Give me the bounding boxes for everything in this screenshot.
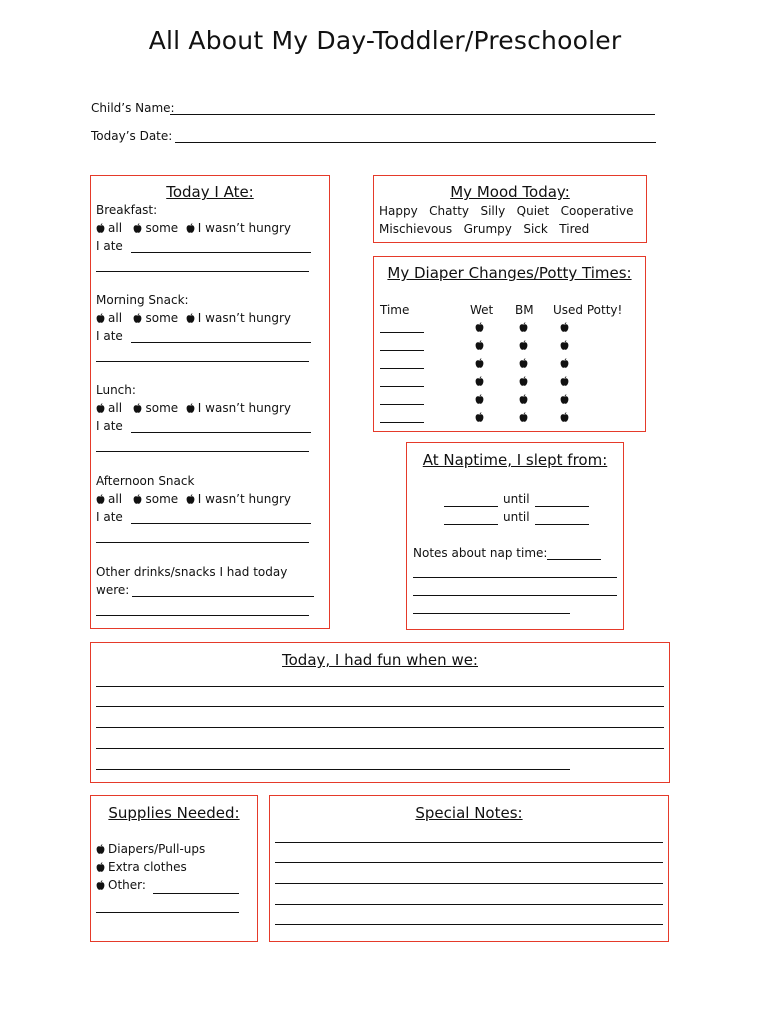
option-all[interactable] xyxy=(96,401,122,415)
supplies-extra-clothes[interactable] xyxy=(96,860,187,874)
apple-icon xyxy=(475,358,484,368)
option-all-label: all xyxy=(108,492,123,506)
nap-end-2[interactable] xyxy=(535,524,589,525)
i-ate-field[interactable] xyxy=(131,432,311,433)
apple-icon xyxy=(475,412,484,422)
page-title: All About My Day-Toddler/Preschooler xyxy=(148,26,622,55)
other-snacks-label: Other drinks/snacks I had today xyxy=(96,565,288,579)
option-all[interactable] xyxy=(96,311,122,325)
diaper-col-bm: BM xyxy=(515,303,534,317)
special-notes-section xyxy=(269,795,669,942)
diaper-time-field[interactable] xyxy=(380,422,424,423)
option-some-label: some xyxy=(145,492,179,506)
option-not-hungry[interactable] xyxy=(186,221,291,235)
mood-cooperative[interactable]: Cooperative xyxy=(560,204,634,218)
special-notes-heading: Special Notes: xyxy=(415,804,523,822)
i-ate-field[interactable] xyxy=(131,342,311,343)
diaper-col-time: Time xyxy=(380,303,410,317)
apple-icon xyxy=(186,403,195,413)
mood-chatty[interactable]: Chatty xyxy=(429,204,470,218)
diaper-bm-check[interactable] xyxy=(519,338,531,352)
apple-icon xyxy=(560,412,569,422)
mood-tired[interactable]: Tired xyxy=(559,222,590,236)
meal-label: Breakfast: xyxy=(96,203,158,217)
diaper-col-potty: Used Potty! xyxy=(553,303,623,317)
option-all-label: all xyxy=(108,311,123,325)
diaper-potty-check[interactable] xyxy=(560,320,572,334)
diaper-time-field[interactable] xyxy=(380,368,424,369)
special-notes-line-4[interactable] xyxy=(275,904,663,905)
mood-happy[interactable]: Happy xyxy=(379,204,418,218)
option-some[interactable] xyxy=(133,492,178,506)
supplies-heading: Supplies Needed: xyxy=(108,804,240,822)
i-ate-field-2[interactable] xyxy=(96,542,309,543)
nap-notes-line-3[interactable] xyxy=(413,613,570,614)
apple-icon xyxy=(560,322,569,332)
meal-options xyxy=(96,221,291,235)
mood-heading: My Mood Today: xyxy=(450,183,570,201)
option-not-hungry[interactable] xyxy=(186,492,291,506)
apple-icon xyxy=(96,403,105,413)
nap-notes-field[interactable] xyxy=(547,559,601,560)
option-all[interactable] xyxy=(96,221,122,235)
i-ate-field-2[interactable] xyxy=(96,361,309,362)
apple-icon xyxy=(519,394,528,404)
fun-heading: Today, I had fun when we: xyxy=(282,651,478,669)
diaper-section xyxy=(373,256,646,432)
apple-icon xyxy=(96,313,105,323)
other-snacks-were-label: were: xyxy=(96,583,130,597)
apple-icon xyxy=(560,394,569,404)
diaper-wet-check[interactable] xyxy=(475,338,487,352)
nap-until-1: until xyxy=(503,492,530,506)
i-ate-field[interactable] xyxy=(131,523,311,524)
meal-options xyxy=(96,492,291,506)
supplies-other-label: Other: xyxy=(108,878,146,892)
apple-icon xyxy=(96,862,105,872)
diaper-wet-check[interactable] xyxy=(475,410,487,424)
i-ate-label: I ate xyxy=(96,510,123,524)
diaper-time-field[interactable] xyxy=(380,386,424,387)
nap-section xyxy=(406,442,624,630)
nap-until-2: until xyxy=(503,510,530,524)
nap-notes-line-2[interactable] xyxy=(413,595,617,596)
mood-sick[interactable]: Sick xyxy=(523,222,548,236)
diaper-bm-check[interactable] xyxy=(519,410,531,424)
meal-options xyxy=(96,401,291,415)
diaper-wet-check[interactable] xyxy=(475,320,487,334)
supplies-diapers-label: Diapers/Pull-ups xyxy=(108,842,206,856)
apple-icon xyxy=(560,376,569,386)
option-some[interactable] xyxy=(133,221,178,235)
diaper-heading: My Diaper Changes/Potty Times: xyxy=(387,264,632,282)
diaper-wet-check[interactable] xyxy=(475,392,487,406)
diaper-bm-check[interactable] xyxy=(519,392,531,406)
apple-icon xyxy=(519,376,528,386)
apple-icon xyxy=(96,880,105,890)
apple-icon xyxy=(96,844,105,854)
i-ate-field-2[interactable] xyxy=(96,271,309,272)
apple-icon xyxy=(475,376,484,386)
other-snacks-field[interactable] xyxy=(132,596,314,597)
option-some-label: some xyxy=(145,311,179,325)
i-ate-field[interactable] xyxy=(131,252,311,253)
nap-start-1[interactable] xyxy=(444,506,498,507)
diaper-bm-check[interactable] xyxy=(519,374,531,388)
i-ate-label: I ate xyxy=(96,419,123,433)
apple-icon xyxy=(96,223,105,233)
date-field[interactable] xyxy=(175,142,656,143)
nap-notes-line-1[interactable] xyxy=(413,577,617,578)
fun-section xyxy=(90,642,670,783)
apple-icon xyxy=(475,322,484,332)
diaper-col-wet: Wet xyxy=(470,303,494,317)
mood-row-2 xyxy=(379,222,589,236)
apple-icon xyxy=(519,358,528,368)
option-not-hungry-label: I wasn’t hungry xyxy=(197,311,291,325)
special-notes-line-3[interactable] xyxy=(275,883,663,884)
supplies-diapers[interactable] xyxy=(96,842,205,856)
ate-heading: Today I Ate: xyxy=(166,183,254,201)
child-name-field[interactable] xyxy=(170,114,655,115)
special-notes-line-1[interactable] xyxy=(275,842,663,843)
diaper-wet-check[interactable] xyxy=(475,374,487,388)
apple-icon xyxy=(133,494,142,504)
fun-line-3[interactable] xyxy=(96,727,664,728)
diaper-potty-check[interactable] xyxy=(560,410,572,424)
fun-line-5[interactable] xyxy=(96,769,570,770)
i-ate-label: I ate xyxy=(96,239,123,253)
mood-grumpy[interactable]: Grumpy xyxy=(463,222,512,236)
diaper-bm-check[interactable] xyxy=(519,356,531,370)
supplies-extra-clothes-label: Extra clothes xyxy=(108,860,187,874)
supplies-other-field-2[interactable] xyxy=(96,912,239,913)
diaper-potty-check[interactable] xyxy=(560,392,572,406)
option-not-hungry[interactable] xyxy=(186,311,291,325)
apple-icon xyxy=(475,340,484,350)
mood-row-1 xyxy=(379,204,633,218)
apple-icon xyxy=(560,358,569,368)
diaper-time-field[interactable] xyxy=(380,332,424,333)
supplies-section xyxy=(90,795,258,942)
meal-label: Afternoon Snack xyxy=(96,474,195,488)
option-not-hungry-label: I wasn’t hungry xyxy=(197,401,291,415)
fun-line-1[interactable] xyxy=(96,686,664,687)
option-not-hungry-label: I wasn’t hungry xyxy=(197,221,291,235)
apple-icon xyxy=(560,340,569,350)
fun-line-4[interactable] xyxy=(96,748,664,749)
option-all-label: all xyxy=(108,221,123,235)
nap-start-2[interactable] xyxy=(444,524,498,525)
apple-icon xyxy=(186,223,195,233)
option-some-label: some xyxy=(145,401,179,415)
apple-icon xyxy=(519,322,528,332)
option-all[interactable] xyxy=(96,492,122,506)
mood-section xyxy=(373,175,647,243)
diaper-potty-check[interactable] xyxy=(560,374,572,388)
apple-icon xyxy=(133,403,142,413)
apple-icon xyxy=(475,394,484,404)
diaper-time-field[interactable] xyxy=(380,404,424,405)
option-not-hungry-label: I wasn’t hungry xyxy=(197,492,291,506)
date-label: Today’s Date: xyxy=(91,129,173,143)
apple-icon xyxy=(96,494,105,504)
diaper-wet-check[interactable] xyxy=(475,356,487,370)
special-notes-line-5[interactable] xyxy=(275,924,663,925)
diaper-potty-check[interactable] xyxy=(560,338,572,352)
apple-icon xyxy=(519,412,528,422)
meal-label: Lunch: xyxy=(96,383,136,397)
nap-end-1[interactable] xyxy=(535,506,589,507)
diaper-time-field[interactable] xyxy=(380,350,424,351)
apple-icon xyxy=(186,494,195,504)
nap-heading: At Naptime, I slept from: xyxy=(422,451,608,469)
diaper-potty-check[interactable] xyxy=(560,356,572,370)
i-ate-field-2[interactable] xyxy=(96,451,309,452)
ate-section xyxy=(90,175,330,629)
option-not-hungry[interactable] xyxy=(186,401,291,415)
supplies-other[interactable] xyxy=(96,878,146,892)
mood-silly[interactable]: Silly xyxy=(480,204,506,218)
meal-options xyxy=(96,311,291,325)
i-ate-label: I ate xyxy=(96,329,123,343)
meal-label: Morning Snack: xyxy=(96,293,189,307)
apple-icon xyxy=(186,313,195,323)
option-some[interactable] xyxy=(133,311,178,325)
option-some[interactable] xyxy=(133,401,178,415)
nap-notes-label: Notes about nap time: xyxy=(413,546,548,560)
option-all-label: all xyxy=(108,401,123,415)
mood-mischievous[interactable]: Mischievous xyxy=(379,222,453,236)
apple-icon xyxy=(133,223,142,233)
child-name-label: Child’s Name: xyxy=(91,101,175,115)
fun-line-2[interactable] xyxy=(96,706,664,707)
option-some-label: some xyxy=(145,221,179,235)
diaper-bm-check[interactable] xyxy=(519,320,531,334)
other-snacks-field-2[interactable] xyxy=(96,615,309,616)
mood-quiet[interactable]: Quiet xyxy=(516,204,550,218)
apple-icon xyxy=(519,340,528,350)
special-notes-line-2[interactable] xyxy=(275,862,663,863)
apple-icon xyxy=(133,313,142,323)
supplies-other-field[interactable] xyxy=(153,893,239,894)
